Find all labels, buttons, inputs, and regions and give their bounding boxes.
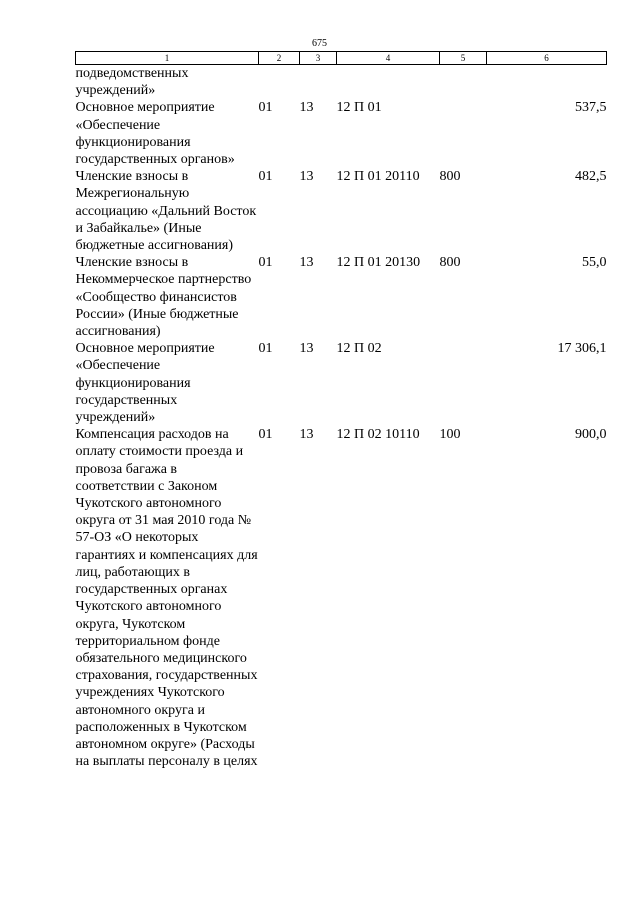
row-name: Основное мероприятие «Обеспечение функционирования государственных органов»	[75, 100, 235, 168]
row-section	[259, 65, 300, 100]
row-amount: 482,5	[575, 169, 607, 185]
row-subsection: 13	[299, 255, 314, 271]
row-expense-type: 800	[439, 255, 461, 271]
row-name: Членские взносы в Межрегиональную ассоциацию «Дальний Восток и Забайкалье» (Иные бюджетные ассигнования)	[75, 169, 257, 254]
row-expense-type	[440, 65, 487, 100]
row-subsection: 13	[299, 427, 314, 443]
row-subsection: 13	[299, 100, 314, 116]
column-header-4: 4	[337, 52, 440, 65]
table-row	[76, 426, 607, 770]
row-target-code: 12 П 01	[336, 100, 382, 116]
row-target-code: 12 П 02	[336, 341, 382, 357]
row-amount: 55,0	[582, 255, 607, 271]
row-amount: 900,0	[575, 427, 607, 443]
row-target-code: 12 П 01 20110	[336, 169, 420, 185]
column-header-3: 3	[300, 52, 337, 65]
row-target-code: 12 П 01 20130	[336, 255, 421, 271]
row-section: 01	[258, 427, 273, 443]
table-row	[76, 99, 607, 168]
row-section: 01	[258, 341, 273, 357]
table-header-row	[76, 52, 607, 65]
row-section: 01	[258, 169, 273, 185]
row-name: подведомственных учреждений»	[75, 66, 189, 99]
row-subsection	[300, 65, 337, 100]
row-section: 01	[258, 255, 273, 271]
row-expense-type: 100	[439, 427, 461, 443]
table-row	[76, 340, 607, 426]
budget-table	[75, 51, 607, 770]
column-header-5: 5	[440, 52, 487, 65]
row-amount: 537,5	[575, 100, 607, 116]
row-expense-type: 800	[439, 169, 461, 185]
row-target-code	[337, 65, 440, 100]
row-section: 01	[258, 100, 273, 116]
column-header-1: 1	[76, 52, 259, 65]
page-number: 675	[312, 38, 327, 49]
row-name: Членские взносы в Некоммерческое партнерство «Сообщество финансистов России» (Иные бюджетные ассигнования)	[75, 255, 252, 340]
table-row	[76, 65, 607, 100]
row-amount	[487, 65, 607, 100]
table-row	[76, 168, 607, 254]
row-amount: 17 306,1	[557, 341, 607, 357]
row-name: Компенсация расходов на оплату стоимости проезда и провоза багажа в соответствии с Законом Чукотского автономного округа от 31 мая 2010 года № 57-ОЗ «О некоторых гарантиях и компенсациях для лиц, работающих в государственных органах Чукотского автономного округа, Чукотском территориальном фонде обязательного медицинского страхования, государственных учреждениях Чукотского автономного округа и расположенных в Чукотском автономном округе» (Расходы на выплаты персоналу в целях	[75, 427, 258, 770]
row-subsection: 13	[299, 341, 314, 357]
row-subsection: 13	[299, 169, 314, 185]
column-header-2: 2	[259, 52, 300, 65]
column-header-6: 6	[487, 52, 607, 65]
row-target-code: 12 П 02 10110	[336, 427, 420, 443]
row-expense-type	[440, 99, 487, 168]
row-name: Основное мероприятие «Обеспечение функционирования государственных учреждений»	[75, 341, 215, 426]
table-row	[76, 254, 607, 340]
row-expense-type	[440, 340, 487, 426]
